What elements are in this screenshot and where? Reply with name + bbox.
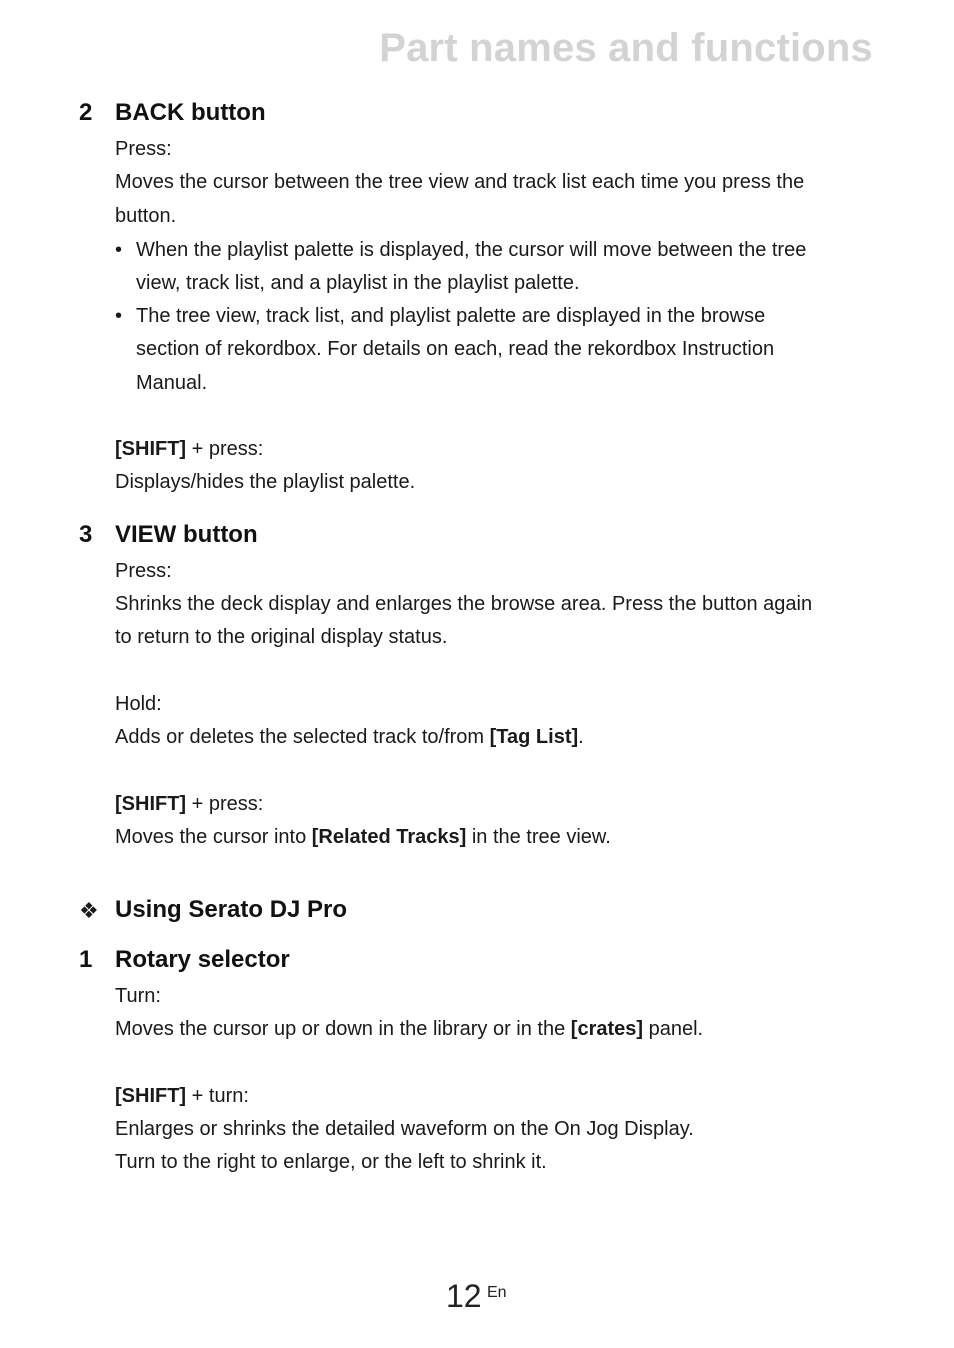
rotary-turn-label: Turn: bbox=[115, 985, 161, 1007]
view-press-desc-line2: to return to the original display status. bbox=[115, 626, 448, 648]
back-bullet2-line1: The tree view, track list, and playlist palette are displayed in the browse bbox=[136, 305, 766, 327]
page-header-title: Part names and functions bbox=[379, 26, 873, 70]
section-title-back: BACK button bbox=[115, 99, 266, 126]
view-hold-desc-prefix: Adds or deletes the selected track to/from bbox=[115, 726, 490, 748]
back-shift-label bbox=[115, 438, 263, 461]
view-shift-desc-suffix: in the tree view. bbox=[466, 826, 611, 848]
back-bullet1-line2: view, track list, and a playlist in the playlist palette. bbox=[136, 272, 580, 294]
section-title-view: VIEW button bbox=[115, 521, 258, 548]
back-bullet1-line1: When the playlist palette is displayed, the cursor will move between the tree bbox=[136, 239, 807, 261]
page-number: 12 bbox=[446, 1278, 482, 1314]
back-bullet2-line3: Manual. bbox=[136, 372, 208, 394]
rotary-shift-label bbox=[115, 1085, 249, 1108]
view-shift-desc-bold: [Related Tracks] bbox=[311, 826, 467, 848]
view-shift-label bbox=[115, 793, 263, 816]
view-shift-desc-prefix: Moves the cursor into bbox=[115, 826, 312, 848]
section-number-back: 2 bbox=[79, 99, 93, 126]
rotary-turn-desc-bold: [crates] bbox=[570, 1018, 644, 1040]
back-shift-suffix: + press: bbox=[186, 438, 264, 460]
diamond-icon: ❖ bbox=[79, 898, 99, 923]
view-hold-desc-bold: [Tag List] bbox=[489, 726, 579, 748]
bullet-point-2: • bbox=[115, 305, 123, 327]
back-bullet2-line2: section of rekordbox. For details on each, read the rekordbox Instruction bbox=[136, 338, 775, 360]
rotary-shift-desc-line2: Turn to the right to enlarge, or the left to shrink it. bbox=[115, 1151, 547, 1173]
view-press-desc-line1: Shrinks the deck display and enlarges the browse area. Press the button again bbox=[115, 593, 813, 615]
view-press-label: Press: bbox=[115, 560, 172, 582]
bullet-point-1: • bbox=[115, 239, 123, 261]
rotary-turn-desc bbox=[115, 1018, 703, 1041]
rotary-shift-desc-line1: Enlarges or shrinks the detailed waveform on the On Jog Display. bbox=[115, 1118, 694, 1140]
rotary-turn-desc-suffix: panel. bbox=[643, 1018, 704, 1040]
section-number-view: 3 bbox=[79, 521, 93, 548]
rotary-shift-key: [SHIFT] bbox=[115, 1085, 187, 1107]
rotary-turn-desc-prefix: Moves the cursor up or down in the library or in the bbox=[115, 1018, 571, 1040]
back-press-desc-line1: Moves the cursor between the tree view and track list each time you press the bbox=[115, 171, 805, 193]
section-title-serato: Using Serato DJ Pro bbox=[115, 896, 348, 923]
rotary-shift-suffix: + turn: bbox=[186, 1085, 249, 1107]
section-number-rotary: 1 bbox=[79, 946, 93, 973]
view-shift-key: [SHIFT] bbox=[115, 793, 187, 815]
back-shift-key: [SHIFT] bbox=[115, 438, 187, 460]
back-press-desc-line2: button. bbox=[115, 205, 177, 227]
page-language: En bbox=[487, 1284, 507, 1301]
section-title-rotary: Rotary selector bbox=[115, 946, 290, 973]
view-hold-desc-suffix: . bbox=[578, 726, 584, 748]
back-shift-desc: Displays/hides the playlist palette. bbox=[115, 471, 416, 493]
view-hold-label: Hold: bbox=[115, 693, 162, 715]
view-shift-suffix: + press: bbox=[186, 793, 264, 815]
view-shift-desc bbox=[115, 826, 611, 849]
back-press-label: Press: bbox=[115, 138, 172, 160]
view-hold-desc bbox=[115, 726, 584, 749]
